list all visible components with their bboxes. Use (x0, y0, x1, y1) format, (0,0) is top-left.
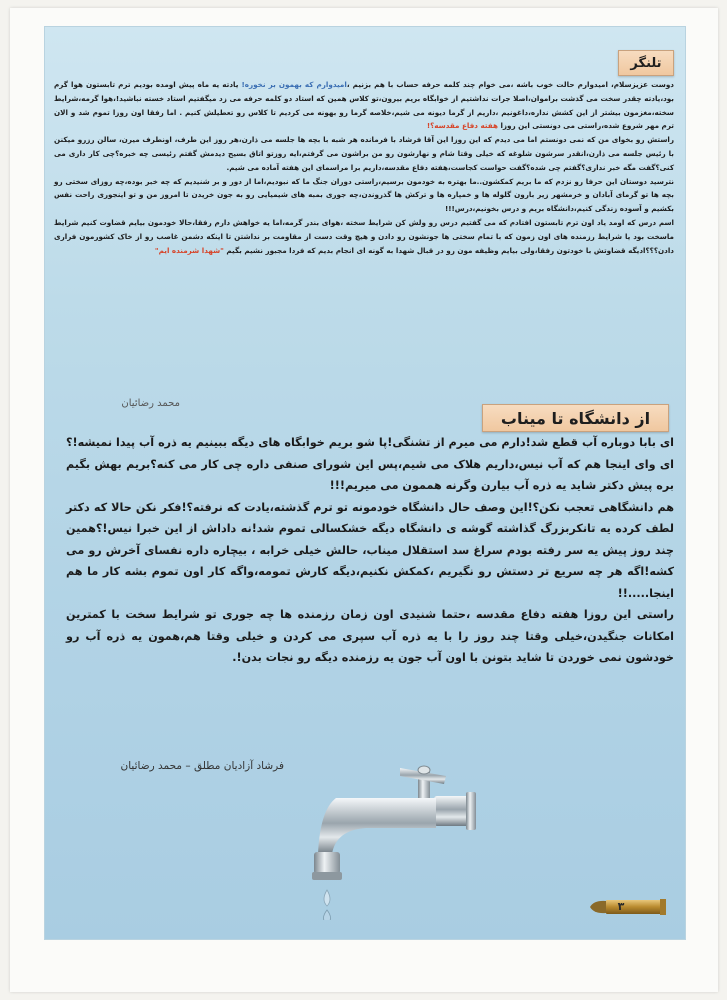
red-highlight-text: هفته دفاع مقدسه؟! (426, 121, 498, 131)
section2-paragraph-2: هم دانشگاهی تعجب نکن؟!این وصف حال دانشگاه خودمونه تو ترم گذشته،یادت که نرفته؟!فکر نکن حالا که دکتر لطف کرده یه تانکربزرگ گذاشته گوشه ی دانشگاه دیگه خشکسالی تموم شد!نه داداش از این خبرا نیس!؟همین چند روز پیش یه سر رفته بودم سراغ سد استقلال میناب، حالش خیلی خرابه ، بیچاره داره نفسای آخرش رو می کشه!اگه هر چه سریع تر دستش رو نگیریم ،کمکش نکنیم،دیگه کارش تمومه،واگه کار اون تموم بشه کار ما هم اینجا.....!! (66, 500, 674, 600)
section1-title: تلنگر (618, 50, 674, 76)
section1-author: محمد رضائیان (121, 398, 180, 409)
paragraph-text: دوست عزیزسلام، امیدوارم حالت خوب باشه ،می خوام چند کلمه حرفه حساب با هم بزنیم ، (346, 80, 674, 89)
section1-paragraph-3: نترسید دوستان این حرفا رو نزدم که ما بریم کمکشون..ما بهتره به خودمون برسیم،راستی دوران جنگ ما که نبودیم،اما از دور و بر شنیدیم که چه خبر بوده،چه روزای سختی رو بچه ها تو گرمای آبادان و خرمشهر زیر بارون گلوله ها و خمپاره ها و ترکش ها گذروندن،چه جوری بمبه های شیمیایی رو به جون خریدن تا امروز من و تو اینجوری راحت نفس بکشیم و آسوده زندگی کنیم،دانشگاه بریم و درس بخونیم،درس!!! (54, 176, 674, 214)
section2-article (66, 432, 674, 669)
faucet-icon (296, 750, 476, 920)
paragraph-text: اسم درس که اومد یاد اون ترم تابستون افتادم که می گفتیم درس رو ولش کن شرایط سخته ،هوای بندر گرمه،اما یه خواهش دارم رفقا،حالا خودمون بیایم قضاوت کنیم شرایط ماسخت بود یا شرایط رزمنده های اون زمون که با تمام سختی ها جونشون رو دادن و هیچ وقت دست از مقاومت بر نداشتن تا اینکه دشمن غاصب رو از خاک کشورمون فراری دادن؟؟؟ادیگه قضاوتش با خودتون رفقا،ولی بیایم وظیفه مون رو در قبال شهدا به گونه ای انجام بدیم که فردا مجبور نشیم بگیم (54, 217, 674, 255)
section1-paragraph-4 (54, 216, 674, 257)
highlight-text: امیدوارم که بهمون بر نخوره! (241, 80, 347, 89)
section2-paragraph-3: راستی این روزا هفته دفاع مقدسه ،حتما شنیدی اون زمان رزمنده ها چه جوری تو شرایط سخت با کمترین امکانات جنگیدن،خیلی وقتا چند روز را با یه ذره آب سپری می کردن و خیلی وقتا هم،همون یه ذره آب رو خودشون نمی خوردن تا شاید بتونن با اون آب جون یه رزمنده دیگه رو نجات بدن!. (66, 608, 674, 664)
section1-paragraph-2: راستش رو بخوای من که نمی دونستم اما می دیدم که این روزا این آقا فرشاد با فرمانده هر شبه با بچه ها جلسه می ذارن،هر روز این طرف، اونطرف میرن، سالن رزرو میکنن با رئیس جلسه می ذارن،انقدر سرشون شلوغه که خیلی وقتا شام و نهارشون رو من براشون می گرفتم،ایه روزتو اتاق بسیج دیدمش گفتم رئیسی چه خبره؟چی کار داری می کنی؟گفت مگه خبر نداری؟گفتم چی شده؟گفت حواست کجاست،هفته دفاع مقدسه،داریم برا مراسمای این هفته آماده می شیم. (54, 135, 674, 172)
paragraph-text: یادته یه ماه پیش اومده بودیم ترم تابستون هوا گرم بود،یادته چقدر سخت می گذشت براموان،اصلا جرات نداشتیم از خوابگاه بریم بیرون،تو کلاس همین که استاد دو کلمه حرفه می زد میگفتیم استاد خسته نباشید!،هوا گرمه،شرایط سخته،مغزمون بیشتر از این کشش نداره،داغونیم ،داریم از گرما دیونه می شیم،خلاصه گرما رو بهونه می کردیم تا کلاس رو تعطیلش کنیم . اما رفقا اون روزا تموم شد و الان ترم مهر شروع شده،راستی می دونستی این روزا (54, 80, 674, 131)
page-number: ۳ (617, 900, 625, 913)
red-highlight-text: "شهدا شرمنده ایم" (154, 245, 224, 255)
section1-paragraph-1 (54, 78, 674, 133)
section2-paragraph-1: ای بابا دوباره آب قطع شد!دارم می میرم از تشنگی!پا شو بریم خوابگاه های دیگه ببینیم یه ذره آب پیدا نمیشه!؟ ای وای اینجا هم که آب نیس،داریم هلاک می شیم،پس این شورای صنفی داره چی کار می کنه؟بریم بهش بگیم بره پیش دکتر شاید یه ذره آب بیارن وگرنه هممون می میریم!!! (66, 436, 674, 492)
section2-title: از دانشگاه تا میناب (482, 404, 669, 432)
section2-authors: فرشاد آزادیان مطلق – محمد رضائیان (120, 760, 284, 772)
section1-article (54, 78, 674, 257)
